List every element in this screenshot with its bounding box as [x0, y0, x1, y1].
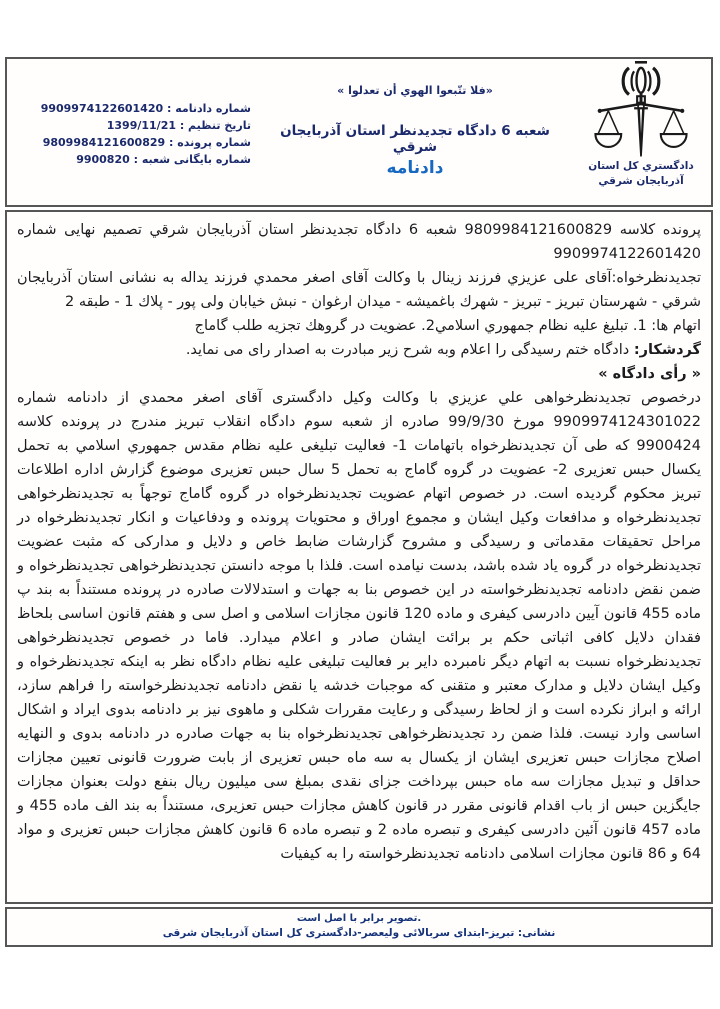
charges-line: [17, 314, 701, 338]
archive-number-row: [13, 151, 251, 168]
procedure-label: گردشکار:: [633, 342, 701, 358]
document-title: دادنامه: [386, 158, 444, 178]
ruling-heading: « رأی دادگاه »: [598, 366, 701, 382]
charges-text: 1. تبلیغ علیه نظام جمهوري اسلامي2. عضویت در گروهك تجزیه طلب گاماج: [194, 318, 652, 334]
judgment-number-value: 9909974122601420: [40, 102, 164, 115]
procedure-line: [17, 338, 701, 362]
archive-number-label: شماره بایگانی شعبه :: [129, 153, 251, 166]
issue-date-label: تاریخ تنظیم :: [176, 119, 251, 132]
appellant-line: تجدیدنظرخواه:آقای علی عزیزي فرزند زینال با وکالت آقای اصغر محمدي فرزند یداله به نشانی استان آذربایجان شرقي - شهرستان تبریز - تبریز - شهرك باغمیشه - میدان ارغوان - نبش خیابان ولی پور - پلاك 1 - طبقه 2: [17, 270, 701, 310]
case-number-value: 9809984121600829: [42, 136, 166, 149]
case-number-label: شماره پرونده :: [165, 136, 251, 149]
certified-copy-note: تصویر برابر با اصل است.: [296, 913, 422, 924]
document-frame: [5, 57, 713, 947]
court-address-line: نشانی: تبریز-ابتدای سربالائی ولیعصر-دادگستری کل استان آذربایجان شرقی: [162, 927, 556, 939]
issue-date-row: [13, 117, 251, 134]
court-branch-title: شعبه 6 دادگاه تجدیدنظر استان آذربایجان شرقي: [280, 123, 550, 155]
judgment-body-section: [5, 210, 713, 904]
header-section: [5, 57, 713, 207]
judgment-number-row: [13, 100, 251, 117]
case-number-row: [13, 134, 251, 151]
scales-of-justice-icon: [571, 61, 711, 159]
charges-label: اتهام ها:: [651, 318, 701, 334]
issue-date-value: 1399/11/21: [106, 119, 176, 132]
judgment-number-label: شماره دادنامه :: [163, 102, 251, 115]
case-info-block: [7, 59, 259, 205]
case-reference-line: پرونده کلاسه 9809984121600829 شعبه 6 دادگاه تجدیدنظر استان آذربایجان شرقي تصمیم نهایی شماره 9909974122601420: [17, 222, 702, 262]
ruling-text: درخصوص تجدیدنظرخواهی علي عزیزي با وکالت وکیل دادگستری آقای اصغر محمدي از دادنامه شماره 9909974124301022 مورخ 99/9/30 صادره از شعبه سوم دادگاه انقلاب تبریز مندرج در پرونده کلاسه 9900424 که طی آن تجدیدنظرخواه باتهامات 1- فعالیت تبلیغی علیه نظام مقدس جمهوري اسلامي به تحمل یکسال حبس تعزیری 2- عضویت در گروه گاماج به تحمل 5 سال حبس تعزیری موضوع گزارش اداره اطلاعات تبریز محکوم گردیده است. در خصوص اتهام عضویت تجدیدنظرخواه در گروه گاماج توجهاً به تجدیدنظرخواهی تجدیدنظرخواه و مدافعات وکیل ایشان و مجموع اوراق و محتویات پرونده و ودفاعیات و انکار تجدیدنظرخواه در مراحل تحقیقات مقدماتی و رسیدگی و مشروح گزارشات ضابط خاص و دلایل و مدارکی که مثبت عضویت تجدیدنظرخواه در گروه یاد شده باشد، بدست نیامده است. فلذا با موجه دانستن تجدیدنظرخواهی تجدیدنظرخواه و ضمن نقض دادنامه تجدیدنظرخواسته در این خصوص بنا به جهات و استدلالات صادره در پرونده مستنداً به بند پ ماده 455 قانون آیین دادرسی کیفری و ماده 120 قانون مجازات اسلامی و اصل سی و هفتم قانون اساسی بلحاظ فقدان دلایل کافی اثباتی حکم بر برائت ایشان صادر و اعلام میدارد. فاما در خصوص تجدیدنظرخواهی تجدیدنظرخواه نسبت به اتهام دیگر نامبرده دایر بر فعالیت تبلیغی علیه نظام دادگاه نظر به اینکه تجدیدنظرخواه و وکیل ایشان دلایل و مدارک معتبر و متقنی که موجبات خدشه یا نقض دادنامه تجدیدنظرخواسته را فراهم سازد، ارائه و ابراز نکرده است و از لحاظ رسیدگی و رعایت مقررات شکلی و ماهوی نیز بر دادنامه بدوی ایراد و اشکال اساسی وارد نیست. فلذا ضمن رد تجدیدنظرخواهی تجدیدنظرخواه بنا به جهات صادره در دادنامه بدوی و النهایه اصلاح مجازات حبس تعزیری ایشان از یکسال به سه ماه حبس تعزیری از بابت ضرورت قانونی تعیین مجازات حداقل و تبدیل مجازات سه ماه حبس بپرداخت جزای نقدی بمبلغ سی میلیون ریال بنفع دولت بعنوان مجازات جایگزین حبس از باب اقدام قانونی مقرر در قانون کاهش مجازات حبس تعزیری، مستنداً به بند الف ماده 455 و ماده 457 قانون آئین دادرسی کیفری و تبصره ماده 2 و تبصره ماده 6 قانون کاهش مجازات حبس تعزیری و مواد 64 و 86 قانون مجازات اسلامی دادنامه تجدیدنظرخواسته را به کیفیات: [17, 390, 701, 862]
judiciary-name-caption: دادگستري کل استان آذربایجان شرقي: [588, 160, 694, 187]
judiciary-logo-block: [571, 59, 711, 205]
procedure-text: دادگاه ختم رسیدگی را اعلام وبه شرح زیر مبادرت به اصدار رای می نماید.: [185, 342, 634, 358]
header-center-block: [259, 59, 571, 205]
quran-verse: «فلا تتّبعوا الهوي أن تعدلوا »: [337, 84, 493, 97]
archive-number-value: 9900820: [76, 153, 130, 166]
footer-section: [5, 907, 713, 947]
